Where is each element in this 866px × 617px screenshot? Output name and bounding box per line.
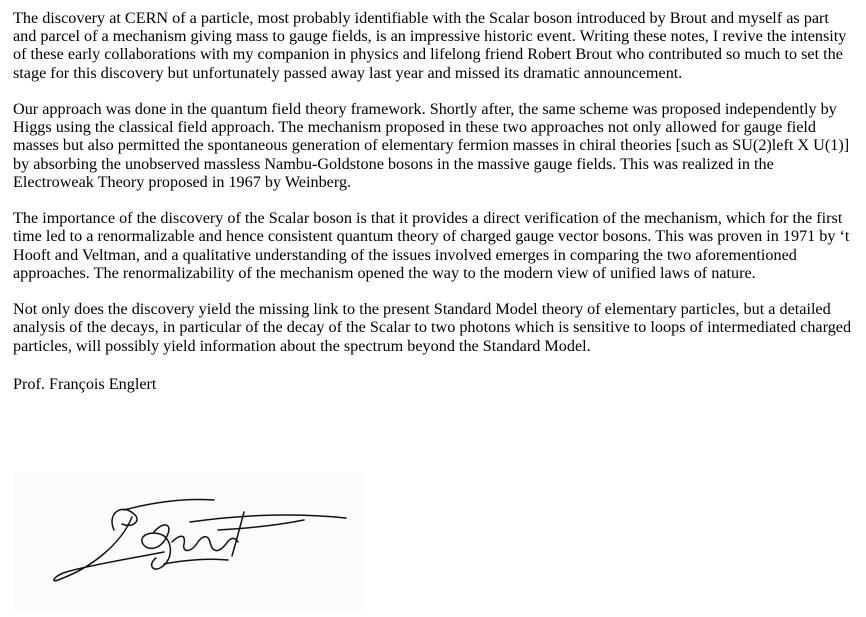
paragraph-4: Not only does the discovery yield the missing link to the present Standard Model theory of elementary particles, but a detailed analysis of the decays, in particular of the decay of the Scalar to two photons which is sensitive to loops of intermediated charged particles, will possibly yield information about the spectrum beyond the Standard Model. (13, 300, 852, 355)
signature-drawing (14, 472, 364, 612)
handwritten-signature (14, 472, 364, 612)
paragraph-3: The importance of the discovery of the Scalar boson is that it provides a direct verification of the mechanism, which for the first time led to a renormalizable and hence consistent quantum theory of charged gauge vector bosons. This was proven in 1971 by ‘t Hooft and Veltman, and a qualitative understanding of the issues involved emerges in comparing the two aforementioned approaches. The renormalizability of the mechanism opened the way to the modern view of unified laws of nature. (13, 209, 850, 282)
paragraph-1: The discovery at CERN of a particle, most probably identifiable with the Scalar boson introduced by Brout and myself as part and parcel of a mechanism giving mass to gauge fields, is an impressive historic event. Writing these notes, I revive the intensity of these early collaborations with my companion in physics and lifelong friend Robert Brout who contributed so much to set the stage for this discovery but unfortunately passed away last year and missed its dramatic announcement. (13, 9, 847, 82)
signatory-name: Prof. François Englert (13, 374, 157, 393)
paragraph-2: Our approach was done in the quantum field theory framework. Shortly after, the same scheme was proposed independently by Higgs using the classical field approach. The mechanism proposed in these two approaches not only allowed for gauge field masses but also permitted the spontaneous generation of elementary fermion masses in chiral theories [such as SU(2)left X U(1)] by absorbing the unobserved massless Nambu-Goldstone bosons in the massive gauge fields. This was realized in the Electroweak Theory proposed in 1967 by Weinberg. (13, 100, 850, 191)
letter-body (13, 9, 853, 411)
